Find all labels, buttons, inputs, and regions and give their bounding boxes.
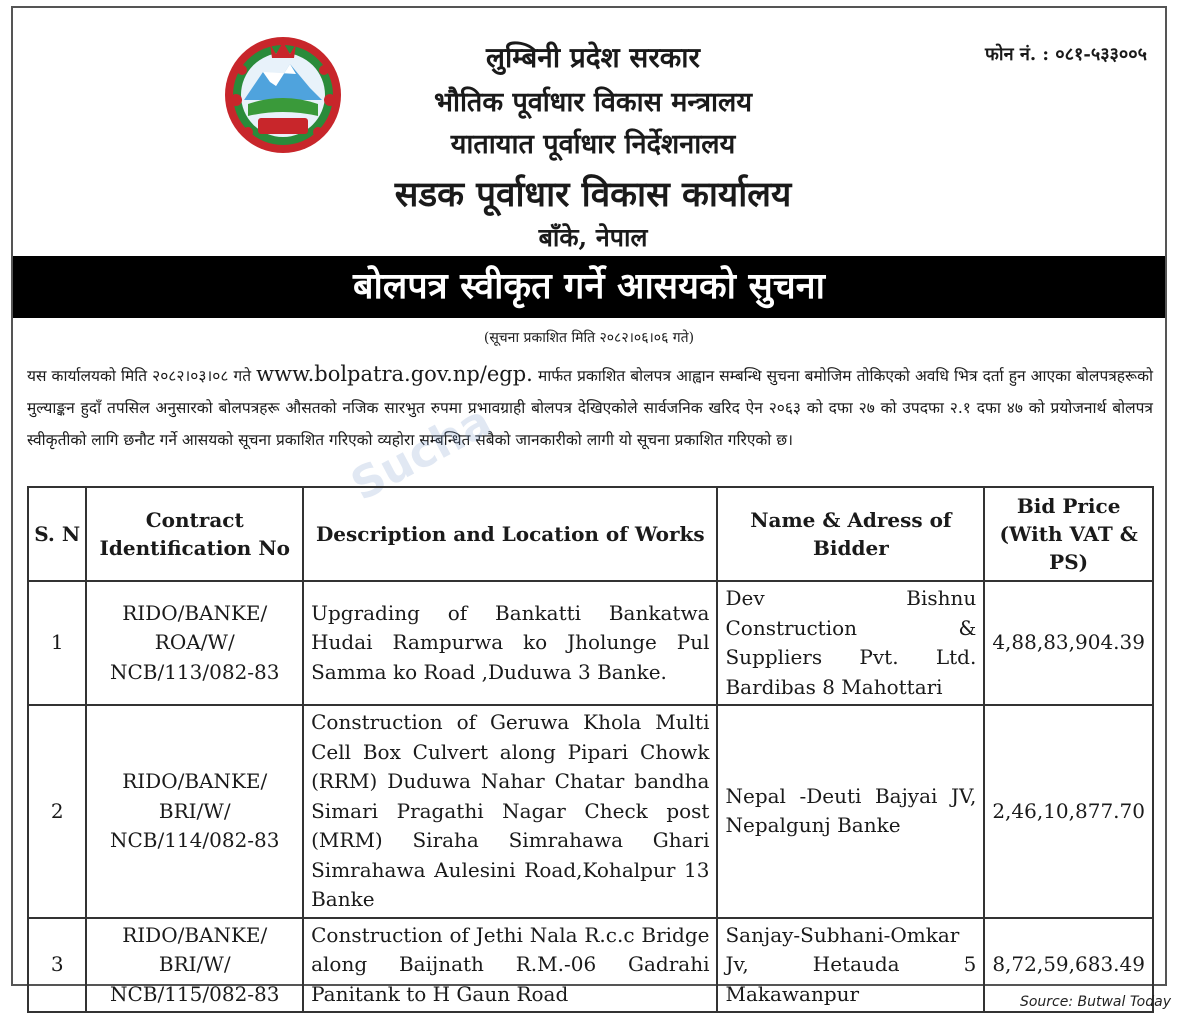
row-contract-id: RIDO/BANKE/ BRI/W/ NCB/115/082-83 [86, 918, 303, 1013]
table-row [28, 705, 1153, 918]
row-sn: 1 [28, 581, 86, 705]
header-bidder: Name & Adress of Bidder [717, 487, 984, 581]
row-sn: 3 [28, 918, 86, 1013]
header-office: सडक पूर्वाधार विकास कार्यालय [394, 174, 792, 215]
row-bid-price: 2,46,10,877.70 [984, 705, 1153, 918]
row-description: Construction of Geruwa Khola Multi Cell Box Culvert along Pipari Chowk (RRM) Duduwa Nahar Chatar bandha Simari Pragathi Nagar Check post (MRM) Siraha Simrahawa Ghari Simrahawa Aulesini Road,Kohalpur 13 Banke [303, 705, 717, 918]
phone-number: फोन नं. : ०८१-५३३००५ [985, 44, 1147, 65]
header-sn: S. N [28, 487, 86, 581]
table-row [28, 918, 1153, 1013]
row-bid-price: 4,88,83,904.39 [984, 581, 1153, 705]
row-contract-id: RIDO/BANKE/ ROA/W/ NCB/113/082-83 [86, 581, 303, 705]
bid-table [27, 486, 1154, 1013]
body-text-rest: मार्फत प्रकाशित बोलपत्र आह्वान सम्बन्धि सुचना बमोजिम तोकिएको अवधि भित्र दर्ता हुन आएका बोलपत्रहरूको मुल्याङ्कन हुदाँ तपसिल अनुसारको बोलपत्रहरू औसतको नजिक सारभुत रुपमा प्रभावग्राही बोलपत्र देखिएकोले सार्वजनिक खरिद ऐन २०६३ को दफा २७ को उपदफा २.१ दफा ४७ को प्रयोजनार्थ बोलपत्र स्वीकृतीको लागि छनौट गर्ने आसयको सूचना प्रकाशित गरिएको व्यहोरा सम्बन्धित सबैको जानकारीको लागी यो सूचना प्रकाशित गरिएको छ। [27, 367, 1153, 449]
table-header-row [28, 487, 1153, 581]
notice-title-banner: बोलपत्र स्वीकृत गर्ने आसयको सुचना [13, 256, 1165, 318]
header-directorate: यातायात पूर्वाधार निर्देशनालय [450, 129, 736, 160]
row-contract-id: RIDO/BANKE/ BRI/W/ NCB/114/082-83 [86, 705, 303, 918]
header-description: Description and Location of Works [303, 487, 717, 581]
notice-body [27, 358, 1153, 456]
header-ministry: भौतिक पूर्वाधार विकास मन्त्रालय [433, 87, 753, 118]
watermark: Sucha [343, 395, 500, 512]
header-province: लुम्बिनी प्रदेश सरकार [485, 41, 701, 74]
row-sn: 2 [28, 705, 86, 918]
bolpatra-url: www.bolpatra.gov.np/egp. [256, 362, 533, 386]
source-credit: Source: Butwal Today [1019, 994, 1171, 1010]
publication-date: (सूचना प्रकाशित मिति २०८२।०६।०६ गते) [483, 330, 695, 346]
row-bidder: Dev Bishnu Construction & Suppliers Pvt. Ltd. Bardibas 8 Mahottari [717, 581, 984, 705]
header-bid-price: Bid Price (With VAT & PS) [984, 487, 1153, 581]
body-text-start: यस कार्यालयको मिति २०८२।०३।०८ गते [27, 367, 257, 385]
nepal-emblem-icon [218, 30, 348, 160]
row-description: Upgrading of Bankatti Bankatwa Hudai Rampurwa ko Jholunge Pul Samma ko Road ,Duduwa 3 Banke. [303, 581, 717, 705]
row-description: Construction of Jethi Nala R.c.c Bridge along Baijnath R.M.-06 Gadrahi Panitank to H Gaun Road [303, 918, 717, 1013]
header-contract-id: Contract Identification No [86, 487, 303, 581]
table-row [28, 581, 1153, 705]
header-location: बाँके, नेपाल [538, 223, 648, 252]
row-bidder: Nepal -Deuti Bajyai JV, Nepalgunj Banke [717, 705, 984, 918]
row-bid-price: 8,72,59,683.49 [984, 918, 1153, 1013]
row-bidder: Sanjay-Subhani-Omkar Jv, Hetauda 5 Makawanpur [717, 918, 984, 1013]
